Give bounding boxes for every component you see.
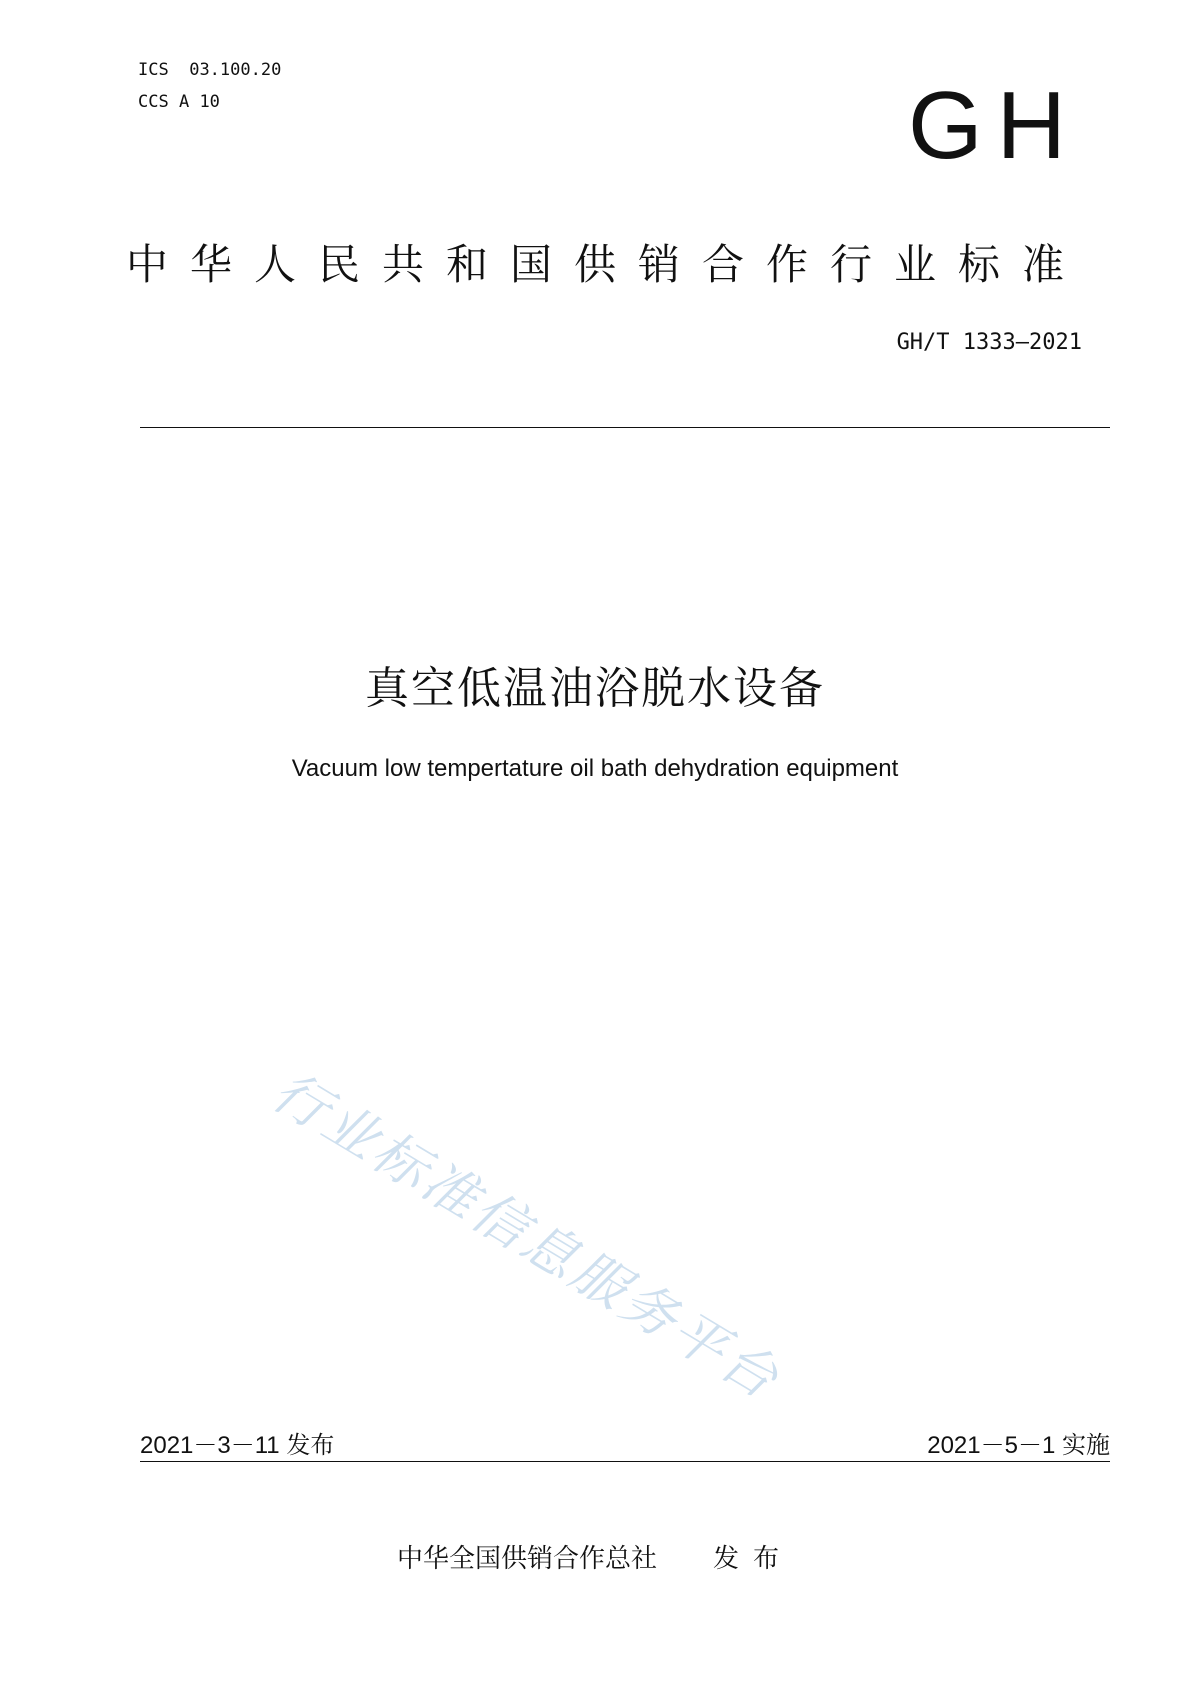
watermark: 行业标准信息服务平台: [261, 1059, 792, 1413]
ics-code: 03.100.20: [189, 60, 282, 80]
top-divider: [140, 427, 1110, 428]
org-title: 中华人民共和国供销合作行业标准: [125, 240, 1086, 289]
english-title: Vacuum low tempertature oil bath dehydration equipment: [291, 755, 899, 782]
publisher-line: [0, 1538, 1190, 1575]
ccs-code: A 10: [178, 92, 220, 112]
issue-date: 2021－3－11 发布: [140, 1432, 335, 1459]
ics-classification: [138, 60, 281, 80]
gh-logo: GH: [908, 72, 1080, 179]
publish-action: 发布: [713, 1544, 794, 1574]
standard-number: GH/T 1333—2021: [896, 330, 1082, 355]
ics-label: ICS: [138, 60, 169, 80]
implementation-date: 2021－5－1 实施: [927, 1432, 1110, 1459]
ccs-label: CCS: [138, 92, 169, 112]
bottom-divider: [140, 1461, 1110, 1462]
chinese-title: 真空低温油浴脱水设备: [365, 663, 825, 714]
ccs-classification: [138, 92, 220, 112]
publisher-name: 中华全国供销合作总社: [396, 1544, 657, 1574]
